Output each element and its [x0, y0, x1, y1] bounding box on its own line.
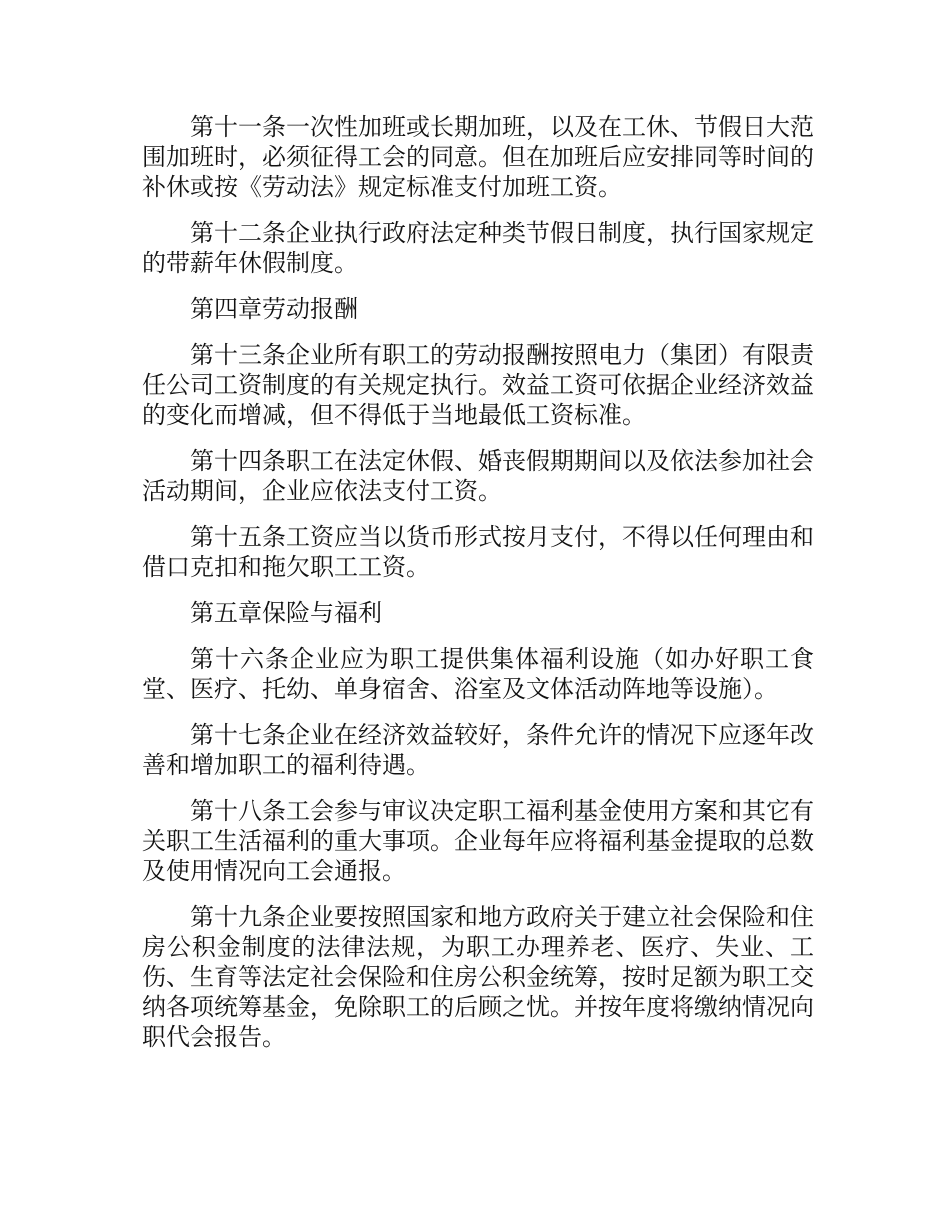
article-15-paragraph: 第十五条工资应当以货币形式按月支付，不得以任何理由和借口克扣和拖欠职工工资。: [142, 523, 814, 581]
article-19-paragraph: 第十九条企业要按照国家和地方政府关于建立社会保险和住房公积金制度的法律法规，为职工办理养老、医疗、失业、工伤、生育等法定社会保险和住房公积金统筹，按时足额为职工交纳各项统筹基金，免除职工的后顾之忧。并按年度将缴纳情况向职代会报告。: [142, 903, 814, 1051]
article-14-paragraph: 第十四条职工在法定休假、婚丧假期期间以及依法参加社会活动期间，企业应依法支付工资。: [142, 447, 814, 505]
document-body: [142, 112, 814, 1068]
chapter-4-heading: 第四章劳动报酬: [190, 295, 358, 323]
article-13-paragraph: 第十三条企业所有职工的劳动报酬按照电力（集团）有限责任公司工资制度的有关规定执行。效益工资可依据企业经济效益的变化而增减，但不得低于当地最低工资标准。: [142, 341, 814, 429]
article-16-paragraph: 第十六条企业应为职工提供集体福利设施（如办好职工食堂、医疗、托幼、单身宿舍、浴室及文体活动阵地等设施）。: [142, 645, 814, 703]
article-11-paragraph: 第十一条一次性加班或长期加班，以及在工休、节假日大范围加班时，必须征得工会的同意。但在加班后应安排同等时间的补休或按《劳动法》规定标准支付加班工资。: [142, 113, 814, 201]
chapter-5-heading: 第五章保险与福利: [190, 599, 382, 627]
article-12-paragraph: 第十二条企业执行政府法定种类节假日制度，执行国家规定的带薪年休假制度。: [142, 219, 814, 277]
article-17-paragraph: 第十七条企业在经济效益较好，条件允许的情况下应逐年改善和增加职工的福利待遇。: [142, 721, 814, 779]
article-18-paragraph: 第十八条工会参与审议决定职工福利基金使用方案和其它有关职工生活福利的重大事项。企业每年应将福利基金提取的总数及使用情况向工会通报。: [142, 797, 814, 885]
